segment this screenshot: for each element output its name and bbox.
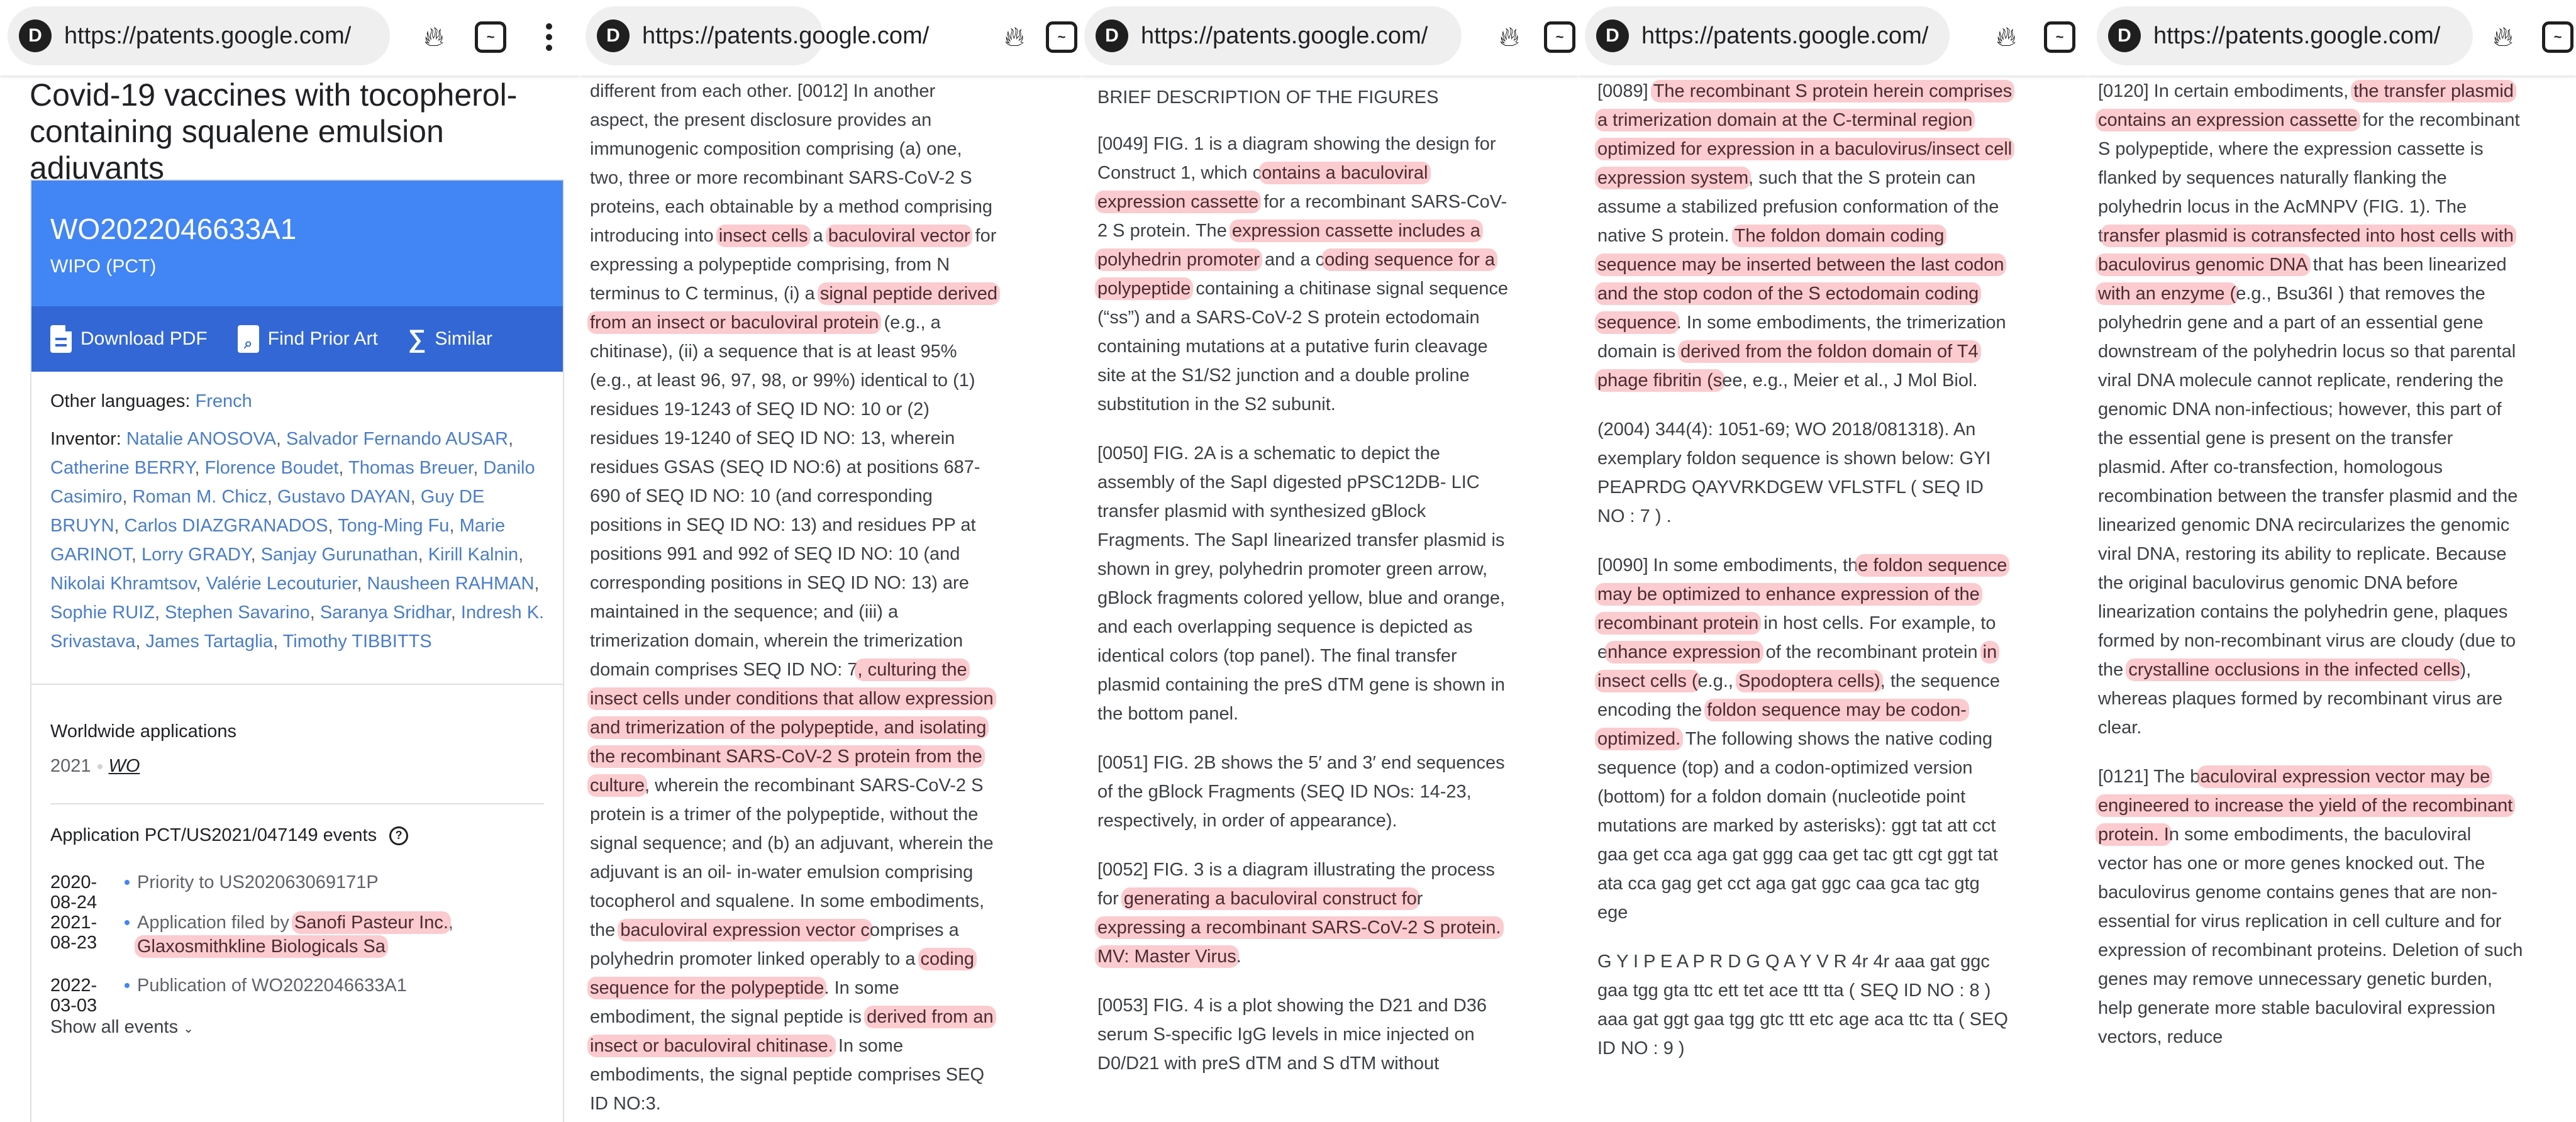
worldwide-applications-row bbox=[50, 756, 140, 777]
inventor-link[interactable]: Sanjay Gurunathan bbox=[261, 545, 418, 565]
separator: , bbox=[473, 458, 483, 478]
timeline-dot bbox=[125, 880, 130, 885]
browser-toolbar bbox=[1082, 0, 1579, 75]
highlighted-text: nhance expression bbox=[1605, 641, 1763, 664]
separator: , bbox=[196, 574, 206, 594]
inventor-link[interactable]: Lorry GRADY bbox=[142, 545, 251, 565]
text-segment: containing a chitinase signal sequence (“ss”) and a SARS-CoV-2 S protein ectodomain containing mutations at a putative furin cleavage site at the S1/S2 junction and a double proline substitution in the S2 subunit. bbox=[1097, 279, 1508, 414]
other-languages-label: Other languages: bbox=[50, 391, 190, 411]
separator: , bbox=[508, 429, 513, 449]
text-segment: that has been linearized bbox=[2308, 255, 2507, 275]
site-badge-icon: D bbox=[1096, 19, 1128, 52]
find-prior-art-label: Find Prior Art bbox=[268, 328, 378, 350]
search-document-icon: ⌕ bbox=[238, 325, 259, 353]
flame-icon[interactable]: 🔥︎ bbox=[1494, 19, 1525, 55]
highlighted-text: derived from an insect or baculoviral chitinase. bbox=[587, 1006, 996, 1057]
show-all-events-label: Show all events bbox=[50, 1017, 178, 1037]
tab-switcher-icon[interactable]: ~ bbox=[1544, 19, 1575, 55]
text-segment: omprises a polyhedrin promoter linked operably to a bbox=[590, 920, 959, 969]
text-segment: [0049] FIG. 1 is a diagram showing the design for Construct 1, which c bbox=[1097, 134, 1496, 183]
text-segment: , wherein the recombinant SARS-CoV-2 S protein is a trimer of the polypeptide, without the signal sequence; and (b) an adjuvant, wherein the adjuvant is an oil- in-water emulsion comprising tocopherol and squalene. In some embodiments, the bbox=[590, 775, 994, 940]
url-text[interactable]: https://patents.google.com/ bbox=[64, 23, 351, 50]
description-text bbox=[590, 77, 999, 1122]
text-segment: [0050] FIG. 2A is a schematic to depict the assembly of the SapI digested pPSC12DB- LIC transfer plasmid with synthesized gBlock Fragments. The SapI linearized transfer plasmid is shown in grey, polyhedrin promoter green arrow, gBlock fragments colored yellow, blue and orange, and each overlapping sequence is depicted as identical colors (top panel). The final transfer plasmid containing the preS dTM gene is shown in the bottom panel. bbox=[1097, 443, 1505, 724]
inventor-link[interactable]: Marie GARINOT bbox=[50, 516, 505, 565]
inventor-link[interactable]: Valérie Lecouturier bbox=[206, 574, 357, 594]
highlighted-text: Spodoptera cells) bbox=[1736, 670, 1883, 692]
text-segment: [0120] In certain embodiments, bbox=[2098, 81, 2353, 101]
worldwide-year: 2021 bbox=[50, 756, 91, 776]
other-languages bbox=[50, 391, 252, 412]
highlighted-text: The foldon domain coding sequence may be inserted between the last codon and the stop codon of the S ectodomain coding sequence bbox=[1595, 225, 2006, 334]
events-title bbox=[50, 825, 408, 846]
timeline-dot bbox=[125, 983, 130, 988]
text-segment: ), whereas plaques formed by recombinant virus are clear. bbox=[2098, 660, 2502, 738]
separator: , bbox=[251, 545, 261, 565]
inventor-link[interactable]: Tong-Ming Fu bbox=[338, 516, 449, 536]
panel-patent-summary bbox=[0, 0, 580, 1122]
url-text[interactable]: https://patents.google.com/ bbox=[642, 23, 929, 50]
inventor-link[interactable]: Danilo Casimiro bbox=[50, 458, 535, 507]
separator: , bbox=[194, 458, 204, 478]
sigma-icon: ∑ bbox=[408, 325, 426, 353]
highlighted-text: expressing a recombinant SARS-CoV-2 S protein. MV: Master Virus bbox=[1095, 916, 1504, 968]
section-divider bbox=[50, 803, 544, 804]
similar-label: Similar bbox=[435, 328, 492, 350]
text-segment: for a recombinant SARS-CoV-2 S protein. The bbox=[1097, 192, 1507, 241]
separator: , bbox=[357, 574, 367, 594]
event-row bbox=[50, 975, 514, 1016]
highlighted-text: Sanofi Pasteur Inc. bbox=[292, 911, 451, 934]
text-segment: [0051] FIG. 2B shows the 5′ and 3′ end sequences of the gBlock Fragments (SEQ ID NOs: 14-23, respectively, in order of appearance). bbox=[1097, 753, 1505, 831]
event-row bbox=[50, 913, 514, 958]
patent-header bbox=[31, 181, 563, 306]
flame-icon[interactable]: 🔥︎ bbox=[999, 19, 1030, 55]
highlighted-text: ransfer plasmid is cotransfected into host cells with baculovirus genomic DNA bbox=[2096, 225, 2516, 276]
paragraph bbox=[2098, 77, 2526, 742]
highlighted-text: expression cassette includes a polyhedrin promoter bbox=[1095, 219, 1483, 271]
flame-icon[interactable]: 🔥︎ bbox=[2487, 19, 2519, 55]
event-date: 2022-03-03 bbox=[50, 975, 117, 1016]
page-title: Covid-19 vaccines with tocopherol-containing squalene emulsion adjuvants bbox=[30, 77, 570, 186]
highlighted-text: The recombinant S protein herein comprises a trimerization domain at the C-terminal region optimized for expression in a baculovirus/insect cell expression system bbox=[1595, 80, 2014, 189]
description-text bbox=[2098, 77, 2526, 1072]
chevron-down-icon: ⌄ bbox=[183, 1022, 194, 1036]
text-segment: . In some embodiments, the trimerization domain is bbox=[1597, 313, 2006, 362]
text-segment: for the recombinant S polypeptide, where the expression cassette is flanked by sequences naturally flanking the polyhedrin locus in the AcMNPV (FIG. 1). The bbox=[2098, 110, 2520, 246]
highlighted-text: crystalline occlusions in the infected cells bbox=[2126, 658, 2462, 681]
address-bar[interactable] bbox=[2097, 6, 2473, 65]
text-segment: (e.g., a chitinase), (ii) a sequence that is at least 95% (e.g., at least 96, 97, 98, or 99%) identical to (1) residues 19-1243 of SEQ ID NO: 10 or (2) residues 19-1240 of SEQ ID NO: 13, wherein residues GSAS (SEQ ID NO:6) at positions 687-690 of SEQ ID NO: 10 (and corresponding positions in SEQ ID NO: 13) and residues PP at positions 991 and 992 of SEQ ID NO: 10 (and corresponding positions in SEQ ID NO: 13) are maintained in the sequence; and (iii) a trimerization domain, wherein the trimerization domain comprises SEQ ID NO: 7 bbox=[590, 313, 980, 680]
separator: , bbox=[418, 545, 428, 565]
highlighted-text: with an enzyme ( bbox=[2096, 282, 2238, 305]
highlighted-text: the transfer plasmid contains an expression cassette bbox=[2096, 80, 2516, 131]
worldwide-applications-title: Worldwide applications bbox=[50, 721, 236, 742]
highlighted-text: baculoviral expression vector c bbox=[618, 919, 872, 941]
text-segment: . bbox=[1236, 947, 1241, 967]
inventor-link[interactable]: Indresh K. Srivastava bbox=[50, 603, 544, 652]
highlighted-text: insect cells bbox=[716, 225, 811, 247]
separator: , bbox=[338, 458, 348, 478]
worldwide-link-wo[interactable]: WO bbox=[109, 756, 140, 776]
tab-switcher-icon[interactable]: ~ bbox=[475, 19, 506, 55]
separator: , bbox=[267, 487, 277, 507]
inventor-link[interactable]: Natalie ANOSOVA bbox=[126, 429, 276, 449]
text-segment: r bbox=[1417, 889, 1423, 909]
download-pdf-button[interactable] bbox=[50, 325, 208, 353]
text-segment: a bbox=[808, 226, 828, 246]
separator: , bbox=[131, 545, 142, 565]
event-text bbox=[137, 911, 514, 958]
events-title-text: Application PCT/US2021/047149 events bbox=[50, 825, 377, 846]
separator: , bbox=[114, 516, 125, 536]
highlighted-text: e foldon sequence may be optimized to enhance expression of the recombinant protein bbox=[1595, 554, 2009, 635]
section-heading: BRIEF DESCRIPTION OF THE FIGURES bbox=[1097, 83, 1513, 112]
inventor-link[interactable]: Nikolai Khramtsov bbox=[50, 574, 196, 594]
browser-toolbar bbox=[2088, 0, 2576, 75]
highlighted-text: Glaxosmithkline Biologicals Sa bbox=[135, 935, 388, 958]
highlighted-text: coding sequence for the polypeptide bbox=[587, 948, 977, 999]
patent-office: WIPO (PCT) bbox=[50, 256, 156, 277]
separator: , bbox=[122, 487, 132, 507]
paragraph bbox=[1097, 991, 1513, 1078]
figures-text bbox=[1097, 83, 1513, 1098]
inventor-link[interactable]: Thomas Breuer bbox=[348, 458, 473, 478]
text-segment: Publication of WO2022046633A1 bbox=[137, 975, 407, 996]
highlighted-text: signal peptide derived from an insect or baculoviral protein bbox=[587, 282, 1000, 334]
text-segment: , bbox=[448, 913, 453, 933]
inventor-list bbox=[50, 425, 547, 656]
inventor-link[interactable]: Guy DE BRUYN bbox=[50, 487, 484, 536]
address-bar[interactable] bbox=[1585, 6, 1950, 65]
inventor-link[interactable]: Catherine BERRY bbox=[50, 458, 194, 478]
text-segment: G Y I P E A P R D G Q A Y V R 4r 4r aaa gat ggc gaa tgg gta ttc ett tet ace ttt tta ( SEQ ID NO : 8 ) aaa gat ggt gaa tgg gtc ttt etc age aca ttc tta ( SEQ ID NO : 9 ) bbox=[1597, 952, 2008, 1058]
section-divider bbox=[31, 684, 563, 685]
site-badge-icon: D bbox=[597, 19, 630, 52]
patent-actions bbox=[31, 306, 563, 372]
site-badge-icon: D bbox=[19, 19, 52, 52]
site-badge-icon: D bbox=[2108, 19, 2141, 52]
inventor-link[interactable]: Saranya Sridhar bbox=[320, 603, 451, 623]
inventor-link[interactable]: Stephen Savarino bbox=[165, 603, 310, 623]
tab-switcher-icon[interactable]: ~ bbox=[2044, 19, 2075, 55]
separator: , bbox=[328, 516, 338, 536]
text-segment: . In some embodiment, the signal peptide is bbox=[590, 978, 899, 1027]
text-segment: [0053] FIG. 4 is a plot showing the D21 and D36 serum S-specific IgG levels in mice injected on D0/D21 with preS dTM and S dTM without bbox=[1097, 996, 1487, 1074]
url-text[interactable]: https://patents.google.com/ bbox=[1141, 23, 1428, 50]
text-segment: [0090] In some embodiments, th bbox=[1597, 555, 1858, 575]
highlighted-text: generating a baculoviral construct fo bbox=[1121, 887, 1419, 910]
inventor-link[interactable]: James Tartaglia bbox=[146, 631, 274, 652]
text-segment: n some embodiments, the baculoviral vector has one or more genes knocked out. The baculovirus genome contains genes that are non-essential for virus replication in cell culture and for expression of recombinant proteins. Deletion of such genes may remove unnecessary genetic burden, help generate more stable baculoviral expression vectors, reduce bbox=[2098, 825, 2523, 1047]
text-segment: for expressing a polypeptide comprising, from N terminus to C terminus, (i) a bbox=[590, 226, 996, 304]
highlighted-text: in insect cells ( bbox=[1595, 641, 1999, 692]
event-row bbox=[50, 872, 514, 913]
highlighted-text: baculoviral vector bbox=[826, 225, 973, 247]
highlighted-text: foldon sequence may be codon-optimized. bbox=[1595, 699, 1969, 750]
inventor-link[interactable]: Timothy TIBBITTS bbox=[283, 631, 432, 652]
inventor-link[interactable]: Florence Boudet bbox=[205, 458, 339, 478]
flame-icon[interactable]: 🔥︎ bbox=[418, 19, 450, 55]
highlighted-text: oding sequence for a polypeptide bbox=[1095, 248, 1497, 300]
address-bar[interactable] bbox=[1084, 6, 1462, 65]
text-segment: , such that the S protein can assume a stabilized prefusion conformation of the native S protein. bbox=[1597, 168, 1999, 246]
paragraph bbox=[1097, 748, 1513, 835]
paragraph bbox=[1597, 77, 2012, 395]
text-segment: different from each other. [0012] In another aspect, the present disclosure provides an immunogenic composition comprising (a) one, two, three or more recombinant SARS-CoV-2 S proteins, each obtainable by a method comprising introducing into bbox=[590, 81, 992, 246]
panel-description-0012 bbox=[580, 0, 1082, 1122]
description-text bbox=[1597, 77, 2012, 1083]
paragraph bbox=[1097, 130, 1513, 419]
inventor-link[interactable]: Gustavo DAYAN bbox=[277, 487, 411, 507]
site-badge-icon: D bbox=[1596, 19, 1629, 52]
tab-switcher-icon[interactable]: ~ bbox=[2542, 19, 2573, 55]
similar-button[interactable] bbox=[408, 325, 492, 353]
event-date: 2020-08-24 bbox=[50, 872, 117, 913]
text-segment: of the recombinant protein bbox=[1761, 642, 1983, 662]
text-segment: and a c bbox=[1260, 250, 1324, 270]
publication-number: WO2022046633A1 bbox=[50, 212, 296, 246]
text-segment: In some embodiments, the signal peptide comprises SEQ ID NO:3. bbox=[590, 1036, 984, 1114]
text-segment: , the sequence encoding the bbox=[1597, 671, 2000, 720]
text-segment: [0052] FIG. 3 is a diagram illustrating the process for bbox=[1097, 860, 1495, 909]
file-icon bbox=[50, 325, 72, 353]
separator: , bbox=[273, 631, 283, 652]
text-segment: e.g., Bsu36I ) that removes the polyhedrin gene and a part of an essential gene downstream of the polyhedrin locus so that parental viral DNA molecule cannot replicate, rendering the genomic DNA non-infectious; however, this part of the essential gene is present on the transfer plasmid. After co-transfection, homologous recombination between the transfer plasmid and the linearized genomic DNA recircularizes the genomic viral DNA, restoring its ability to replicate. Because the original baculovirus genomic DNA before linearization contains the polyhedrin gene, plaques formed by non-recombinant virus are cloudy (due to the bbox=[2098, 284, 2518, 680]
highlighted-text: derived from the foldon domain of T4 phage fibritin (s bbox=[1595, 340, 1981, 392]
language-link-french[interactable]: French bbox=[196, 391, 252, 411]
separator: , bbox=[534, 574, 539, 594]
flame-icon[interactable]: 🔥︎ bbox=[1990, 19, 2022, 55]
text-segment: ee, e.g., Meier et al., J Mol Biol. bbox=[1722, 370, 1977, 391]
paragraph bbox=[2098, 762, 2526, 1052]
text-segment: Priority to US202063069171P bbox=[137, 872, 379, 892]
inventor-label: Inventor: bbox=[50, 429, 121, 449]
panel-description-0120 bbox=[2088, 0, 2576, 1122]
highlighted-text: aculoviral expression vector may be engineered to increase the yield of the recombinant protein. I bbox=[2096, 765, 2515, 846]
patent-card bbox=[30, 179, 564, 1122]
paragraph bbox=[590, 77, 999, 1118]
inventor-link[interactable]: Salvador Fernando AUSAR bbox=[286, 429, 508, 449]
browser-toolbar bbox=[580, 0, 1082, 75]
inventor-link[interactable]: Kirill Kalnin bbox=[428, 545, 518, 565]
text-segment: in host cells. For example, to e bbox=[1597, 613, 1996, 662]
paragraph bbox=[1597, 415, 2012, 531]
address-bar[interactable] bbox=[8, 6, 390, 65]
find-prior-art-button[interactable] bbox=[238, 325, 378, 353]
highlighted-text: , culturing the insect cells under conditions that allow expression and trimerization of the polypeptide, and isolating the recombinant SARS-CoV-2 S protein from the culture bbox=[587, 658, 996, 797]
highlighted-text: ontains a baculoviral expression cassette bbox=[1095, 162, 1431, 213]
tab-switcher-icon[interactable]: ~ bbox=[1046, 19, 1077, 55]
address-bar[interactable] bbox=[586, 6, 823, 65]
text-segment: (2004) 344(4): 1051-69; WO 2018/081318). An exemplary foldon sequence is shown below: GYI PEAPRDG QAYVRKDGEW VFLSTFL ( SEQ ID NO : 7 ) . bbox=[1597, 419, 1990, 526]
text-segment: [0089] bbox=[1597, 81, 1653, 101]
separator: , bbox=[310, 603, 320, 623]
paragraph bbox=[1097, 855, 1513, 971]
show-all-events-button[interactable] bbox=[50, 1017, 194, 1038]
inventor-link[interactable]: Roman M. Chicz bbox=[133, 487, 267, 507]
paragraph bbox=[1597, 551, 2012, 927]
separator: , bbox=[411, 487, 421, 507]
paragraph bbox=[1597, 947, 2012, 1063]
text-segment: The following shows the native coding sequence (top) and a codon-optimized version (bottom) for a foldon domain (nucleotide point mutations are marked by asterisks): ggt tat att cct gaa get cca aga gat ggg caa get tac gtt cgt ggt tat ata cca gag get cct aga gat ggc caa gca tac gtg ege bbox=[1597, 729, 1998, 923]
timeline-dot bbox=[125, 920, 130, 925]
help-icon[interactable]: ? bbox=[389, 826, 408, 845]
separator: , bbox=[135, 631, 145, 652]
text-segment: e.g., bbox=[1698, 671, 1739, 691]
separator-dot bbox=[97, 764, 103, 769]
more-menu-icon[interactable] bbox=[533, 19, 565, 55]
text-segment: Application filed by bbox=[137, 913, 294, 933]
text-segment: [0121] The b bbox=[2098, 767, 2200, 787]
inventor-link[interactable]: Nausheen RAHMAN bbox=[367, 574, 534, 594]
paragraph bbox=[1097, 439, 1513, 728]
event-text bbox=[137, 872, 514, 913]
separator: , bbox=[449, 516, 459, 536]
url-text[interactable]: https://patents.google.com/ bbox=[1641, 23, 1928, 50]
panel-description-0089 bbox=[1579, 0, 2088, 1122]
event-text bbox=[137, 975, 514, 1016]
browser-toolbar bbox=[0, 0, 580, 75]
inventor-link[interactable]: Sophie RUIZ bbox=[50, 603, 155, 623]
separator: , bbox=[451, 603, 461, 623]
url-text[interactable]: https://patents.google.com/ bbox=[2153, 23, 2440, 50]
separator: , bbox=[518, 545, 523, 565]
separator: , bbox=[276, 429, 286, 449]
browser-toolbar bbox=[1579, 0, 2088, 75]
separator: , bbox=[155, 603, 165, 623]
inventor-link[interactable]: Carlos DIAZGRANADOS bbox=[125, 516, 328, 536]
panel-brief-description-figures bbox=[1082, 0, 1579, 1122]
download-pdf-label: Download PDF bbox=[80, 328, 208, 350]
event-date: 2021-08-23 bbox=[50, 913, 117, 958]
